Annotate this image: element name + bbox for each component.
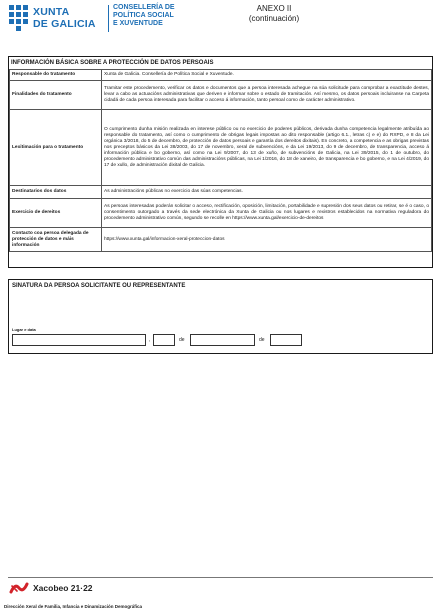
row-label: Lexitimación para o tratamento: [10, 110, 102, 186]
row-label: Responsable do tratamento: [10, 70, 102, 81]
data-protection-box: [8, 56, 433, 268]
table-row: [10, 110, 432, 186]
annex-label: [234, 4, 314, 23]
logo-line-1: XUNTA: [33, 6, 70, 18]
xunta-cross-logo-icon: [8, 4, 30, 32]
signature-box: [8, 279, 433, 354]
de-separator-2: de: [259, 337, 265, 343]
xunta-logo-text: [33, 6, 105, 30]
document-header: [8, 4, 433, 36]
row-value: [102, 228, 432, 252]
conselleria-line-3: E XUVENTUDE: [113, 20, 163, 27]
place-date-label: Lugar e data: [12, 327, 36, 332]
data-protection-link[interactable]: https://www.xunta.gal/informacion-xeral-proteccion-datos: [104, 236, 225, 242]
table-row: [10, 186, 432, 199]
row-label: Contacto coa persoa delegada de protección de datos e máis información: [10, 228, 102, 252]
logo-line-2: DE GALICIA: [33, 18, 96, 30]
conselleria-line-1: CONSELLERÍA DE: [113, 4, 175, 11]
table-row: [10, 228, 432, 252]
xacobeo-logo-icon: [9, 582, 29, 594]
xacobeo-wordmark: Xacobeo 21·22: [33, 583, 93, 593]
signature-title: SINATURA DA PERSOA SOLICITANTE OU REPRESENTANTE: [12, 283, 186, 289]
row-value: As persoas interesadas poderán solicitar o acceso, rectificación, oposición, limitación, portabilidade e supresión dos seus datos ou retirar, se é o caso, o consentimento outorgado a través da sede electrónica da Xunta de Galicia ou nos lugares e rexistros establecidos na normativa reguladora do procedemento administrativo común, segundo se recolle en https://www.xunta.gal/exercicio-de-dereitos: [102, 199, 432, 228]
comma-separator: ,: [149, 337, 151, 343]
conselleria-line-2: POLÍTICA SOCIAL: [113, 12, 174, 19]
row-label: Exercicio de dereitos: [10, 199, 102, 228]
table-row: [10, 70, 432, 81]
annex-continuation: (continuación): [248, 13, 300, 23]
department-name: Dirección Xeral de Familia, Infancia e Dinamización Demográfica: [4, 604, 143, 609]
row-label: Finalidades do tratamento: [10, 81, 102, 110]
day-input[interactable]: [153, 334, 175, 346]
data-protection-table: [9, 69, 432, 252]
row-value: O cumprimento dunha misión realizada en interese público ou no exercicio de poderes públicos, derivada dunha competencia legalmente atribuída ao responsable do tratamento, así como o cumprimento de obrigas legais impostas ao dito responsable (artigo 6.1., letras c) e e) do RXPD, e 8 da Lei orgánica 3/2018, do 5 de decembro, de protección de datos persoais e garantía dos dereitos dixitais). En concreto, a competencia e as obrigas previstas nos preceptos básicos da Lei 38/2003, do 17 de novembro, xeral de subvencións, e da Lei 19/2013, do 9 de decembro, de transparencia, acceso á información pública e bo goberno, así como na Lei 9/2007, do 13 de xuño, de subvencións de Galicia, na Lei 39/2015, do 1 de outubro, do procedemento administrativo común das administracións públicas, na Lei 1/2016, do 18 de xaneiro, de transparencia e bo goberno, e na Lei 4/2019, do 17 de xullo, de administración dixital de Galicia.: [102, 110, 432, 186]
data-protection-title: INFORMACIÓN BÁSICA SOBRE A PROTECCIÓN DE DATOS PERSOAIS: [11, 60, 214, 66]
de-separator-1: de: [179, 337, 185, 343]
place-input[interactable]: [12, 334, 146, 346]
year-input[interactable]: [270, 334, 302, 346]
table-row: [10, 199, 432, 228]
month-input[interactable]: [190, 334, 255, 346]
header-divider: [108, 5, 109, 32]
footer-divider: [8, 577, 433, 578]
row-value: As administracións públicas no exercicio das súas competencias.: [102, 186, 432, 199]
row-label: Destinatarios dos datos: [10, 186, 102, 199]
table-row: [10, 81, 432, 110]
row-value: Tramitar este procedemento, verificar os datos e documentos que a persoa interesada achegue na súa solicitude para comprobar a exactitude destes, levar a cabo as actuacións administrativas que deriven e informar sobre o estado de tramitación. Así mesmo, os datos persoais incluiranse na Carpeta cidadá de cada persoa interesada para facilitar o acceso á información, tanto persoal como de carácter administrativo.: [102, 81, 432, 110]
annex-title: ANEXO II: [256, 4, 292, 13]
row-value: Xunta de Galicia. Consellería de Política Social e Xuventude.: [102, 70, 432, 81]
conselleria-name: [113, 4, 213, 28]
